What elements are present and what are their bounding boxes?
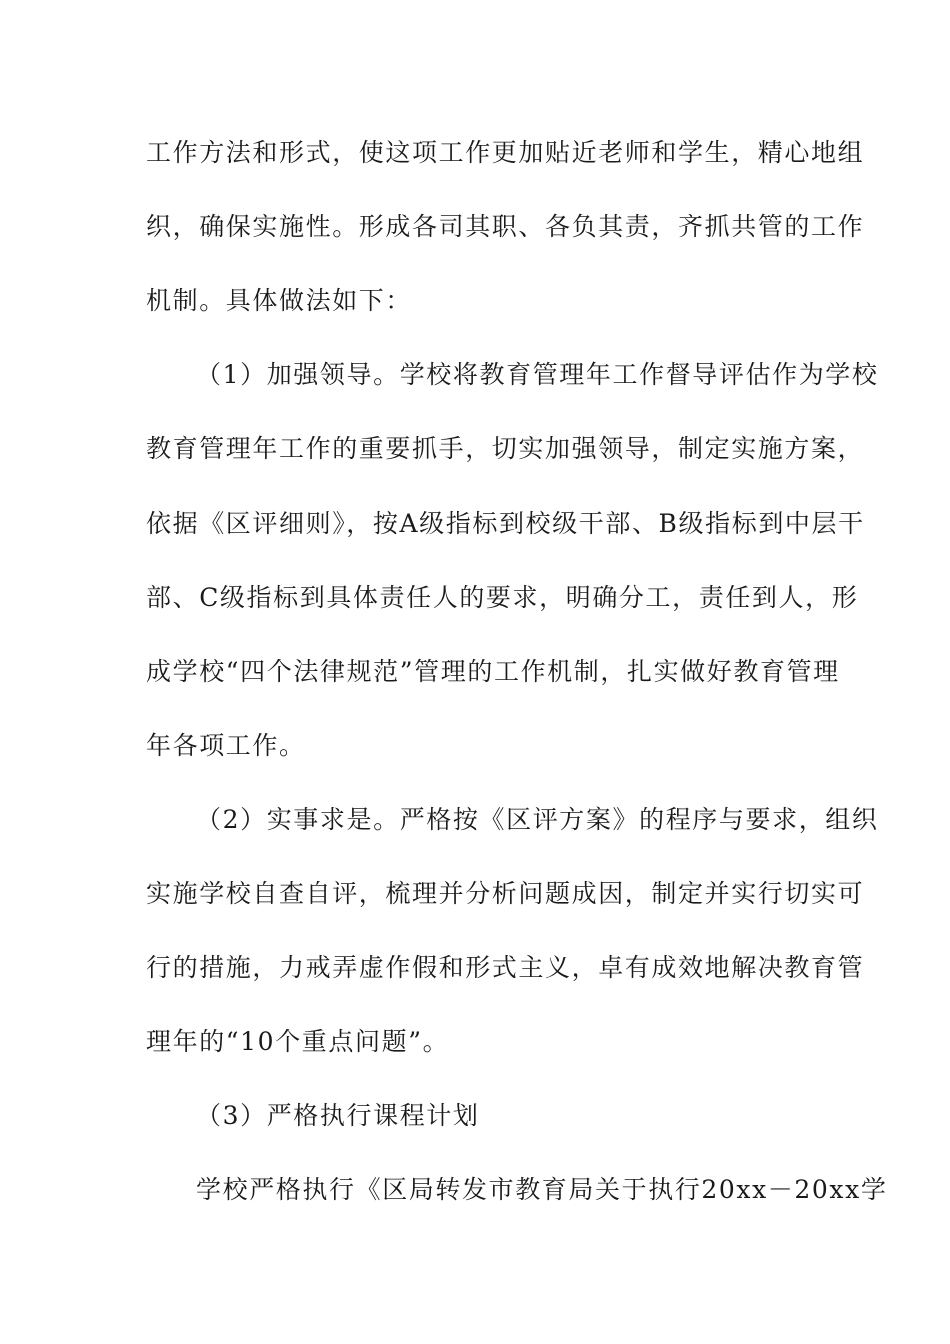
paragraph-line: 织，确保实施性。形成各司其职、各负其责，齐抓共管的工作 <box>146 212 865 241</box>
paragraph-line: 理年的“10个重点问题”。 <box>146 1027 450 1056</box>
paragraph-line: 机制。具体做法如下： <box>146 286 413 315</box>
paragraph-line: 学校严格执行《区局转发市教育局关于执行20xx－20xx学 <box>196 1175 888 1204</box>
paragraph-line: 实施学校自查自评，梳理并分析问题成因，制定并实行切实可 <box>146 879 865 908</box>
paragraph-line: 教育管理年工作的重要抓手，切实加强领导，制定实施方案， <box>146 434 865 463</box>
paragraph-line: （1）加强领导。学校将教育管理年工作督导评估作为学校 <box>196 360 879 389</box>
paragraph-line: （2）实事求是。严格按《区评方案》的程序与要求，组织 <box>196 805 879 834</box>
paragraph-line: 依据《区评细则》，按A级指标到校级干部、B级指标到中层干 <box>146 509 865 538</box>
paragraph-line: 行的措施，力戒弄虚作假和形式主义，卓有成效地解决教育管 <box>146 953 865 982</box>
paragraph-line: 成学校“四个法律规范”管理的工作机制，扎实做好教育管理 <box>146 657 840 686</box>
paragraph-line: 工作方法和形式，使这项工作更加贴近老师和学生，精心地组 <box>146 138 865 167</box>
paragraph-line: 年各项工作。 <box>146 731 306 760</box>
section-heading: （3）严格执行课程计划 <box>196 1101 480 1130</box>
paragraph-line: 部、C级指标到具体责任人的要求，明确分工，责任到人，形 <box>146 583 859 612</box>
